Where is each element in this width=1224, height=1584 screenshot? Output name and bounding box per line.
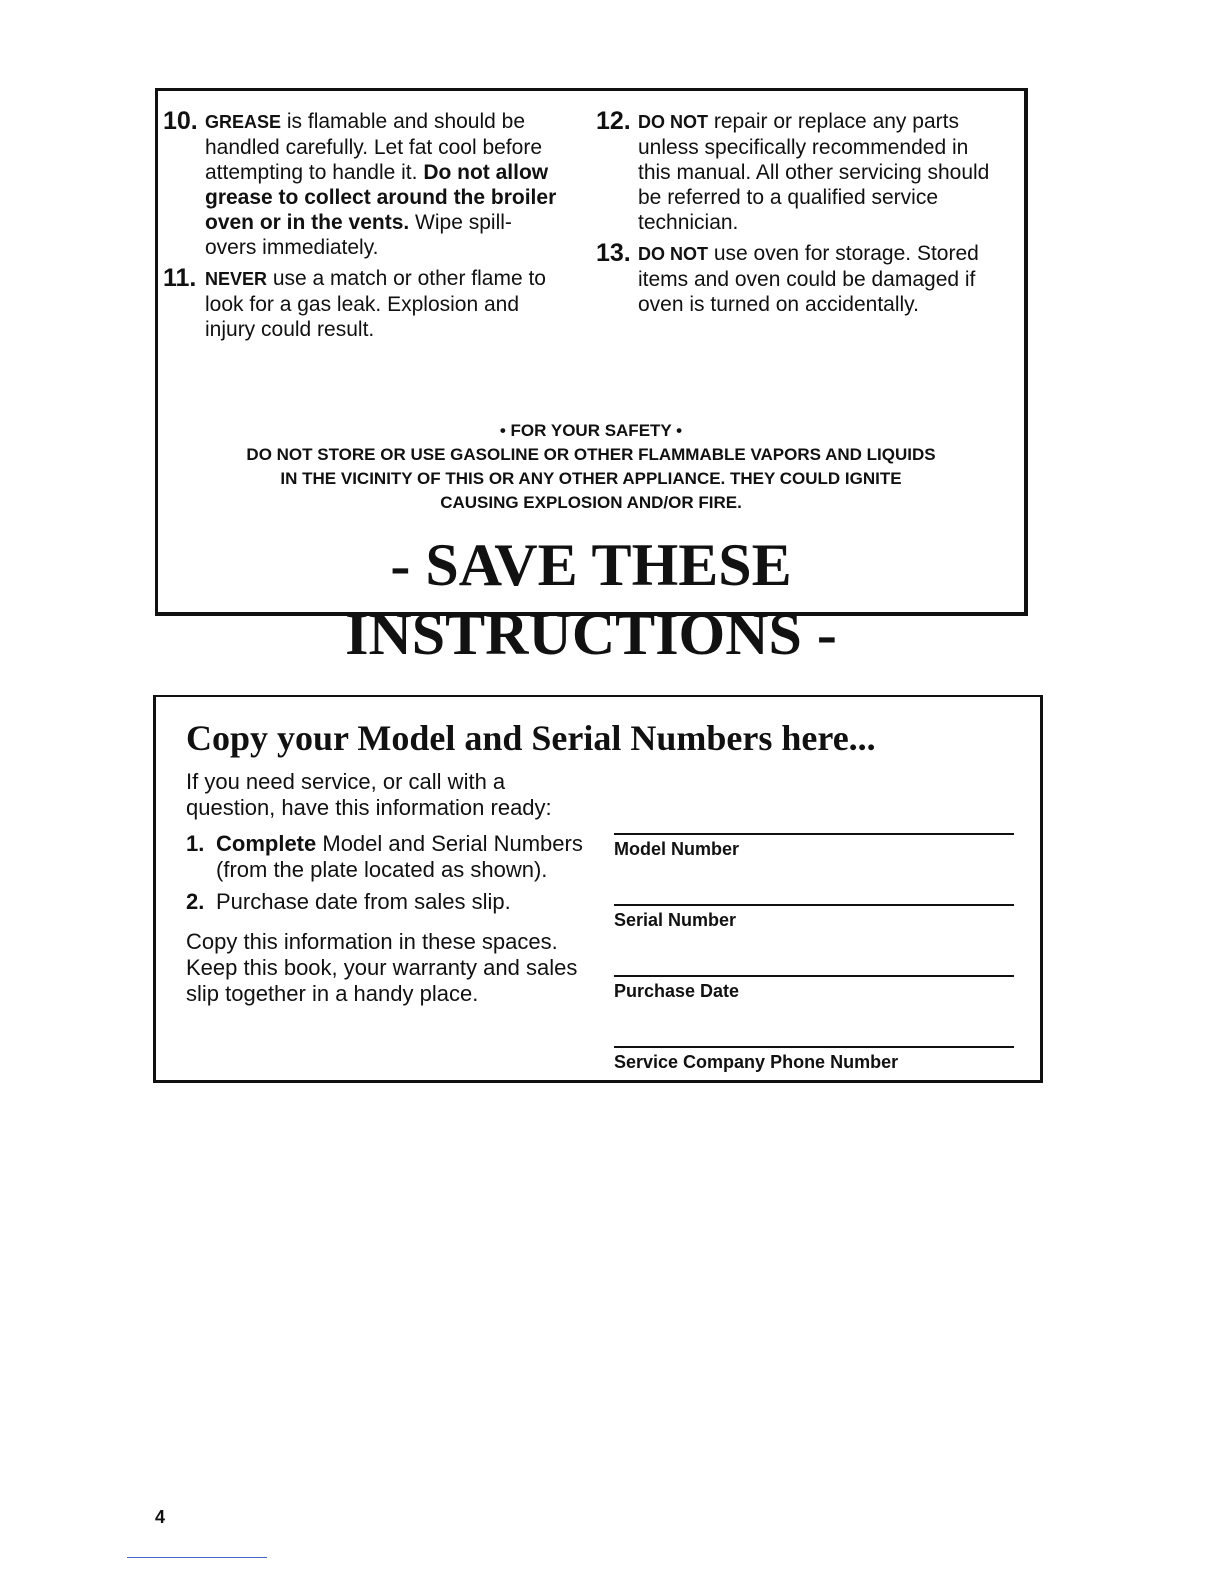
divider (127, 1557, 267, 1558)
model-box-instructions (186, 769, 586, 1017)
safety-item-12 (596, 109, 996, 235)
item-text-2: Wipe spill-overs immediately. (205, 211, 512, 259)
item-lead: DO NOT (638, 112, 708, 132)
safety-item-11 (163, 266, 563, 342)
outro-text: Copy this information in these spaces. Keep this book, your warranty and sales slip together in a handy place. (186, 929, 578, 1006)
safety-item-13 (596, 241, 996, 317)
item-number: 13. (596, 239, 631, 267)
model-box-title: Copy your Model and Serial Numbers here... (186, 718, 876, 758)
safety-warning (158, 419, 1024, 515)
step-text: Model and Serial Numbers (from the plate located as shown). (216, 831, 583, 882)
step-bold: Complete (216, 831, 317, 856)
item-number: 12. (596, 107, 631, 135)
item-text: is flamable and should be handled carefully. Let fat cool before attempting to handle it. (205, 110, 542, 184)
safety-line-1: DO NOT STORE OR USE GASOLINE OR OTHER FLAMMABLE VAPORS AND LIQUIDS (246, 445, 936, 464)
item-number: 11. (163, 264, 197, 292)
item-bold-text: Do not allow grease to collect around the broiler oven or in the vents. (205, 161, 557, 234)
model-serial-box (153, 695, 1043, 1083)
step-number: 1. (186, 831, 205, 856)
safety-item-10 (163, 109, 563, 260)
item-text: use a match or other flame to look for a gas leak. Explosion and injury could result. (205, 267, 546, 341)
step-number: 2. (186, 889, 205, 914)
save-instructions-banner: - SAVE THESE INSTRUCTIONS - (345, 532, 837, 667)
item-lead: DO NOT (638, 244, 708, 264)
item-text: repair or replace any parts unless specifically recommended in this manual. All other servicing should be referred to a qualified service technician. (638, 110, 990, 234)
item-text: use oven for storage. Stored items and oven could be damaged if oven is turned on accidentally. (638, 242, 979, 316)
serial-number-field[interactable]: Serial Number (614, 904, 1014, 975)
step-1 (186, 831, 586, 883)
safety-line-2: IN THE VICINITY OF THIS OR ANY OTHER APPLIANCE. THEY COULD IGNITE (280, 469, 902, 488)
record-fields (614, 833, 1014, 1117)
item-lead: NEVER (205, 269, 268, 289)
item-lead: GREASE (205, 112, 282, 132)
service-phone-field[interactable]: Service Company Phone Number (614, 1046, 1014, 1117)
page-number: 4 (155, 1507, 166, 1527)
step-text: Purchase date from sales slip. (216, 889, 511, 914)
safety-instructions-box (155, 88, 1028, 667)
intro-text: If you need service, or call with a question, have this information ready: (186, 769, 552, 820)
step-2 (186, 889, 586, 915)
safety-line-3: CAUSING EXPLOSION AND/OR FIRE. (440, 493, 742, 512)
item-number: 10. (163, 107, 198, 135)
safety-heading: • FOR YOUR SAFETY • (499, 421, 683, 440)
left-column (163, 109, 563, 348)
right-column (596, 109, 996, 323)
purchase-date-field[interactable]: Purchase Date (614, 975, 1014, 1046)
model-number-field[interactable]: Model Number (614, 833, 1014, 904)
